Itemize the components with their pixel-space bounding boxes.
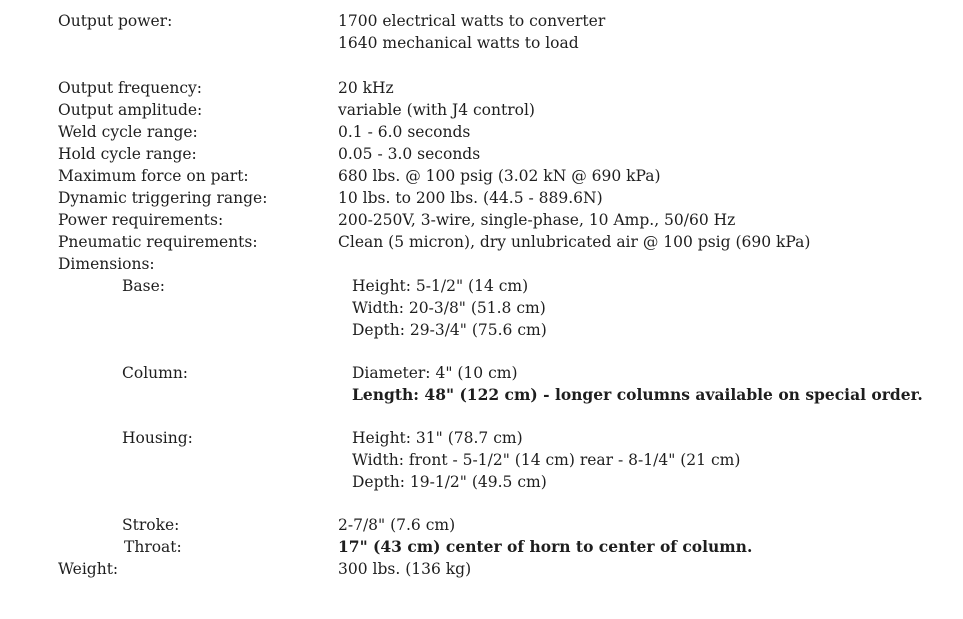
weight-label: Weight:: [58, 560, 119, 578]
stroke-label: Stroke:: [122, 516, 180, 534]
base-height: Height: 5-1/2" (14 cm): [352, 277, 529, 295]
weld-cycle-value: 0.1 - 6.0 seconds: [338, 123, 471, 141]
throat-value: 17" (43 cm) center of horn to center of column.: [338, 537, 753, 556]
housing-label: Housing:: [122, 429, 193, 447]
throat-label: Throat:: [124, 538, 182, 556]
housing-width: Width: front - 5-1/2" (14 cm) rear - 8-1/4" (21 cm): [352, 451, 741, 469]
dynamic-trigger-label: Dynamic triggering range:: [58, 189, 268, 207]
column-label: Column:: [122, 364, 189, 382]
weld-cycle-label: Weld cycle range:: [58, 123, 198, 141]
output-amplitude-label: Output amplitude:: [58, 101, 203, 119]
output-frequency-label: Output frequency:: [58, 79, 203, 97]
base-depth: Depth: 29-3/4" (75.6 cm): [352, 321, 547, 339]
housing-height: Height: 31" (78.7 cm): [352, 429, 523, 447]
base-label: Base:: [122, 277, 165, 295]
housing-depth: Depth: 19-1/2" (49.5 cm): [352, 473, 547, 491]
max-force-label: Maximum force on part:: [58, 167, 249, 185]
hold-cycle-value: 0.05 - 3.0 seconds: [338, 145, 481, 163]
max-force-value: 680 lbs. @ 100 psig (3.02 kN @ 690 kPa): [338, 167, 661, 185]
dynamic-trigger-value: 10 lbs. to 200 lbs. (44.5 - 889.6N): [338, 189, 603, 207]
dimensions-label: Dimensions:: [58, 255, 155, 273]
power-requirements-label: Power requirements:: [58, 211, 224, 229]
weight-value: 300 lbs. (136 kg): [338, 560, 472, 578]
output-amplitude-value: variable (with J4 control): [338, 101, 535, 119]
output-power-value-mechanical: 1640 mechanical watts to load: [338, 34, 579, 52]
output-power-value-electrical: 1700 electrical watts to converter: [338, 12, 606, 30]
column-length: Length: 48" (122 cm) - longer columns available on special order.: [352, 385, 923, 404]
column-diameter: Diameter: 4" (10 cm): [352, 364, 518, 382]
base-width: Width: 20-3/8" (51.8 cm): [352, 299, 546, 317]
pneumatic-requirements-label: Pneumatic requirements:: [58, 233, 258, 251]
power-requirements-value: 200-250V, 3-wire, single-phase, 10 Amp., 50/60 Hz: [338, 211, 736, 229]
stroke-value: 2-7/8" (7.6 cm): [338, 516, 456, 534]
hold-cycle-label: Hold cycle range:: [58, 145, 197, 163]
pneumatic-requirements-value: Clean (5 micron), dry unlubricated air @ 100 psig (690 kPa): [338, 233, 811, 251]
output-frequency-value: 20 kHz: [338, 79, 394, 97]
output-power-label: Output power:: [58, 12, 173, 30]
